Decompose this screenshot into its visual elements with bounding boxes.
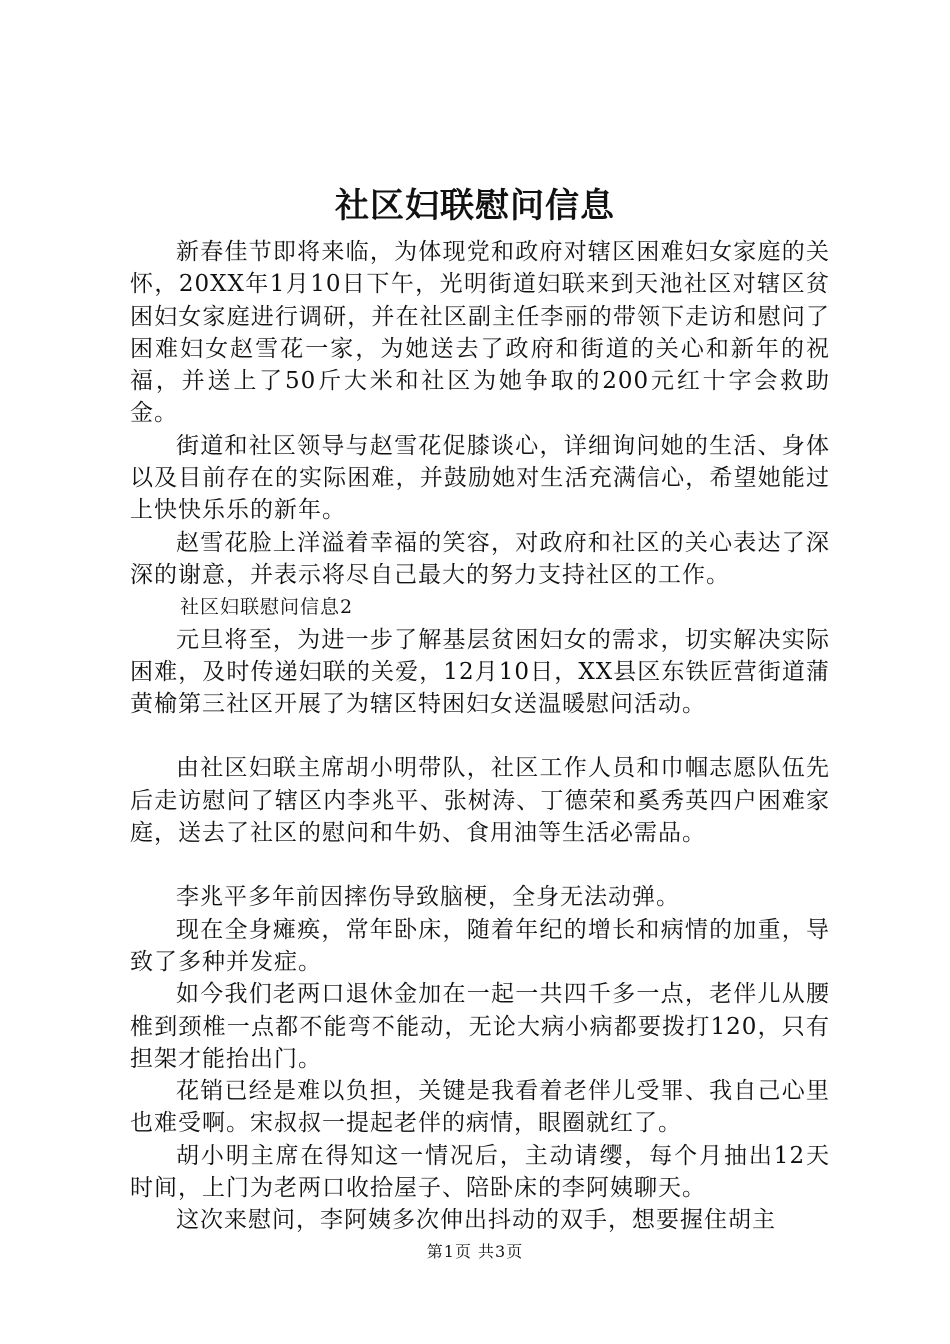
paragraph: 街道和社区领导与赵雪花促膝谈心，详细询问她的生活、身体以及目前存在的实际困难，并鼓励她对生活充满信心，希望她能过上快快乐乐的新年。 [130, 432, 830, 524]
document-body [130, 236, 830, 1237]
paragraph: 元旦将至，为进一步了解基层贫困妇女的需求，切实解决实际困难，及时传递妇联的关爱，12月10日，XX县区东铁匠营街道蒲黄榆第三社区开展了为辖区特困妇女送温暖慰问活动。 [130, 626, 830, 718]
paragraph: 现在全身瘫痪，常年卧床，随着年纪的增长和病情的加重，导致了多种并发症。 [130, 916, 830, 975]
section-heading: 社区妇联慰问信息2 [180, 596, 354, 619]
paragraph: 赵雪花脸上洋溢着幸福的笑容，对政府和社区的关心表达了深深的谢意，并表示将尽自己最大的努力支持社区的工作。 [130, 529, 830, 588]
paragraph: 胡小明主席在得知这一情况后，主动请缨，每个月抽出12天时间，上门为老两口收拾屋子、陪卧床的李阿姨聊天。 [130, 1142, 830, 1202]
paragraph: 花销已经是难以负担，关键是我看着老伴儿受罪、我自己心里也难受啊。宋叔叔一提起老伴的病情，眼圈就红了。 [130, 1078, 830, 1137]
paragraph: 由社区妇联主席胡小明带队，社区工作人员和巾帼志愿队伍先后走访慰问了辖区内李兆平、张树涛、丁德荣和奚秀英四户困难家庭，送去了社区的慰问和牛奶、食用油等生活必需品。 [130, 755, 830, 847]
paragraph: 这次来慰问，李阿姨多次伸出抖动的双手，想要握住胡主 [176, 1207, 776, 1234]
paragraph: 新春佳节即将来临，为体现党和政府对辖区困难妇女家庭的关怀，20XX年1月10日下午，光明街道妇联来到天池社区对辖区贫困妇女家庭进行调研，并在社区副主任李丽的带领下走访和慰问了困难妇女赵雪花一家，为她送去了政府和街道的关心和新年的祝福，并送上了50斤大米和社区为她争取的200元红十字会救助金。 [130, 239, 830, 427]
document-title: 社区妇联慰问信息 [335, 186, 615, 226]
page-footer: 第1页 共3页 [426, 1242, 524, 1261]
paragraph: 如今我们老两口退休金加在一起一共四千多一点，老伴儿从腰椎到颈椎一点都不能弯不能动，无论大病小病都要拨打120，只有担架才能抬出门。 [130, 981, 830, 1072]
paragraph: 李兆平多年前因摔伤导致脑梗，全身无法动弹。 [176, 884, 680, 911]
